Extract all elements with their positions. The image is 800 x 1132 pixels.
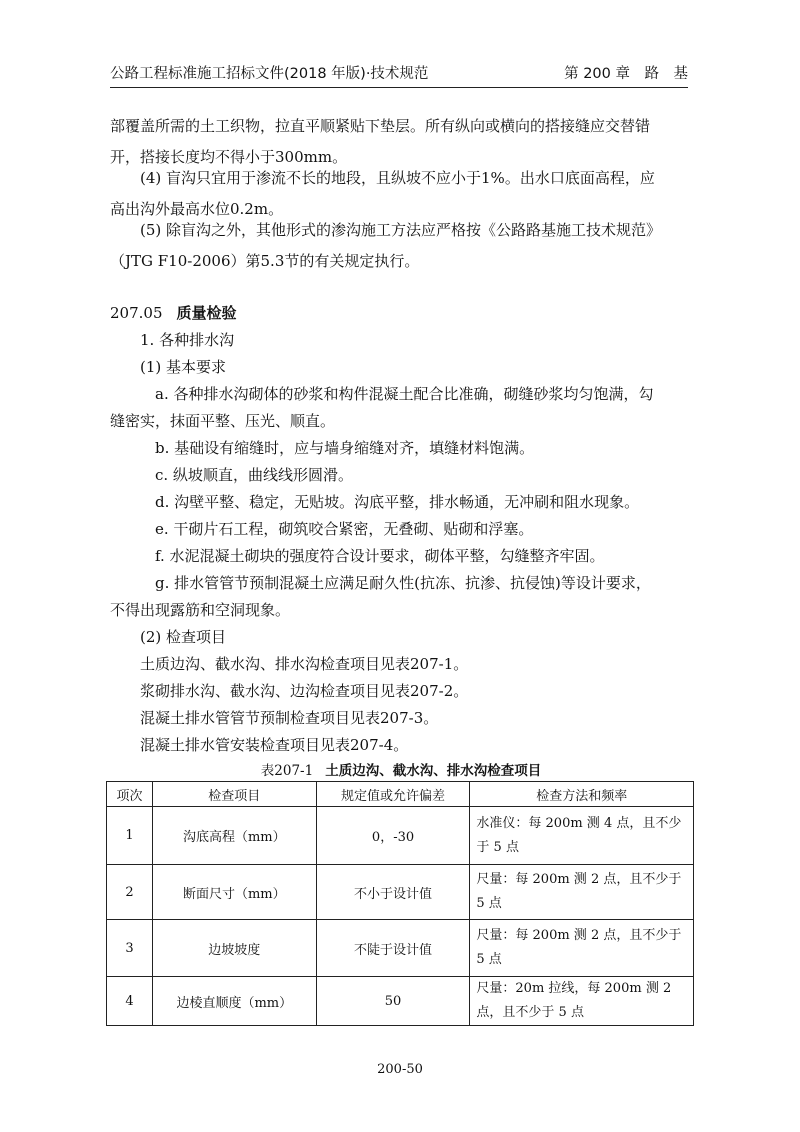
list-item: 不得出现露筋和空洞现象。 [110,601,291,619]
list-item: a. 各种排水沟砌体的砂浆和构件混凝土配合比准确，砌缝砂浆均匀饱满，勾 [110,385,654,403]
table-cell: 边棱直顺度（mm） [152,977,316,1026]
list-item: d. 沟壁平整、稳定，无贴坡。沟底平整，排水畅通，无冲刷和阻水现象。 [110,493,640,511]
table-cell: 水准仪：每 200m 测 4 点，且不少于 5 点 [470,807,694,865]
paragraph-line: (5) 除盲沟之外，其他形式的渗沟施工方法应严格按《公路路基施工技术规范》 [110,221,662,239]
paragraph-line: 开，搭接长度均不得小于300mm。 [110,148,348,166]
table-cell: 1 [107,807,153,865]
table-header-cell: 检查项目 [152,782,316,807]
table-header-cell: 检查方法和频率 [470,782,694,807]
list-item: b. 基础设有缩缝时，应与墙身缩缝对齐，填缝材料饱满。 [110,439,535,457]
table-caption [110,759,692,779]
table-cell: 4 [107,977,153,1026]
header-rule [110,87,688,88]
table-cell: 尺量：每 200m 测 2 点，且不少于 5 点 [470,865,694,920]
table-cell: 0，-30 [316,807,470,865]
table-row [107,807,694,865]
table-cell: 不小于设计值 [316,865,470,920]
header-chapter-title: 第 200 章 路 基 [564,66,688,82]
table-cell: 沟底高程（mm） [152,807,316,865]
paragraph-line: 部覆盖所需的土工织物，拉直平顺紧贴下垫层。所有纵向或横向的搭接缝应交替错 [110,117,651,135]
table-cell: 尺量：每 200m 测 2 点，且不少于 5 点 [470,920,694,977]
table-title: 土质边沟、截水沟、排水沟检查项目 [325,763,542,779]
paragraph-line: (4) 盲沟只宜用于渗流不长的地段，且纵坡不应小于1%。出水口底面高程，应 [110,169,655,187]
page-header [110,56,688,84]
list-item: 浆砌排水沟、截水沟、边沟检查项目见表207-2。 [110,682,469,700]
table-cell: 尺量：20m 拉线，每 200m 测 2 点，且不少于 5 点 [470,977,694,1026]
list-item: 缝密实，抹面平整、压光、顺直。 [110,412,336,430]
table-row [107,865,694,920]
list-item: 土质边沟、截水沟、排水沟检查项目见表207-1。 [110,655,469,673]
list-item: (2) 检查项目 [110,628,227,646]
table-header-cell: 项次 [107,782,153,807]
inspection-table [106,781,694,1026]
table-number: 表207-1 [260,763,314,779]
header-document-title: 公路工程标准施工招标文件(2018 年版)·技术规范 [110,66,429,82]
list-item: e. 干砌片石工程，砌筑咬合紧密，无叠砌、贴砌和浮塞。 [110,520,534,538]
list-item: g. 排水管管节预制混凝土应满足耐久性(抗冻、抗渗、抗侵蚀)等设计要求， [110,574,651,592]
section-title: 质量检验 [176,304,237,322]
list-item: 混凝土排水管安装检查项目见表207-4。 [110,736,409,754]
table-header-row [107,782,694,807]
table-cell: 断面尺寸（mm） [152,865,316,920]
table-header-cell: 规定值或允许偏差 [316,782,470,807]
table-cell: 50 [316,977,470,1026]
table-cell: 3 [107,920,153,977]
list-item: f. 水泥混凝土砌块的强度符合设计要求，砌体平整，勾缝整齐牢固。 [110,547,605,565]
list-item: 1. 各种排水沟 [110,331,235,349]
list-item: c. 纵坡顺直，曲线线形圆滑。 [110,466,353,484]
table-cell: 边坡坡度 [152,920,316,977]
paragraph-line: （JTG F10-2006）第5.3节的有关规定执行。 [110,252,420,270]
table-row [107,920,694,977]
table-cell: 不陡于设计值 [316,920,470,977]
page-number: 200-50 [377,1062,423,1077]
list-item: 混凝土排水管管节预制检查项目见表207-3。 [110,709,439,727]
section-number: 207.05 [110,304,163,322]
table-cell: 2 [107,865,153,920]
list-item: (1) 基本要求 [110,358,227,376]
paragraph-line: 高出沟外最高水位0.2m。 [110,200,284,218]
table-row [107,977,694,1026]
